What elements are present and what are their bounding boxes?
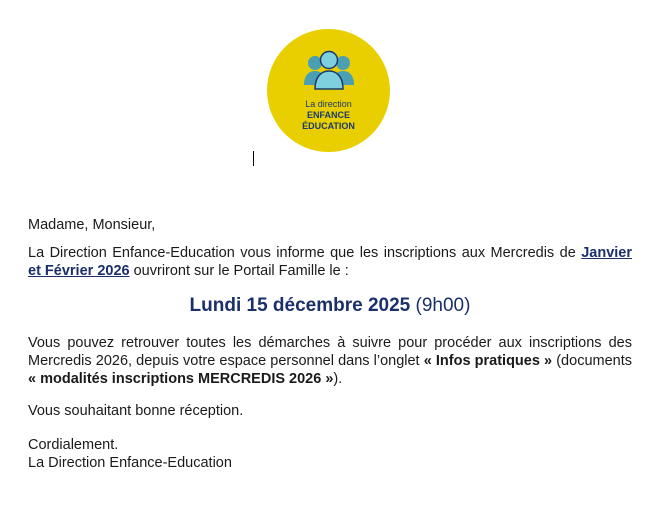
logo-line-3: ÉDUCATION <box>302 121 355 131</box>
intro-period-highlight: Janvier et Février 2026 <box>28 245 632 279</box>
intro-text-after: ouvriront sur le Portail Famille le : <box>129 263 349 279</box>
opening-date-time: (9h00) <box>415 295 471 316</box>
info-paragraph <box>28 334 632 388</box>
logo-line-2: ENFANCE <box>306 110 350 120</box>
wish-line: Vous souhaitant bonne réception. <box>28 403 244 419</box>
text-cursor <box>253 151 254 166</box>
signature-line: La Direction Enfance-Education <box>28 455 232 471</box>
info-tab-name: « Infos pratiques » <box>423 353 553 369</box>
letter-body <box>28 216 632 472</box>
opening-date-main: Lundi 15 décembre 2025 <box>189 295 411 316</box>
info-document-name: « modalités inscriptions MERCREDIS 2026 » <box>28 371 334 387</box>
intro-paragraph <box>28 244 632 280</box>
salutation: Madame, Monsieur, <box>28 217 156 233</box>
closing-line: Cordialement. <box>28 437 119 453</box>
direction-enfance-education-logo <box>267 29 390 152</box>
logo-line-1: La direction <box>305 99 352 109</box>
people-group-icon <box>303 49 355 95</box>
intro-text-before: La Direction Enfance-Education vous informe que les inscriptions aux Mercredis de <box>28 245 582 261</box>
opening-date <box>28 294 632 318</box>
info-text-3: ). <box>333 371 343 387</box>
info-text-2: (documents <box>552 353 632 369</box>
info-text-1: Vous pouvez retrouver toutes les démarches à suivre pour procéder aux inscriptions des Mercredis 2026, depuis votre espace personnel dans l’onglet <box>28 335 632 369</box>
